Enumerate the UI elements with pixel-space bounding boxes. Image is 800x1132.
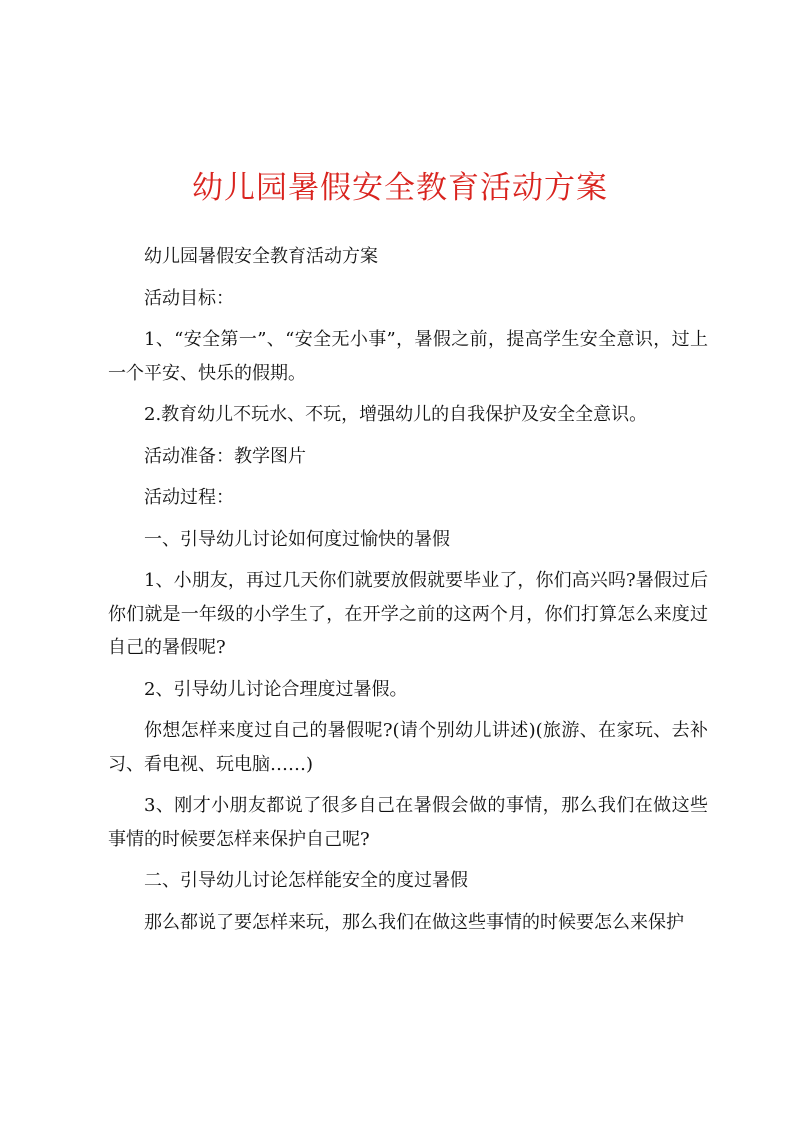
paragraph-subtitle: 幼儿园暑假安全教育活动方案 xyxy=(144,246,378,267)
paragraph-process-heading: 活动过程： xyxy=(144,487,234,508)
paragraph-section-2-heading: 二、引导幼儿讨论怎样能安全的度过暑假 xyxy=(144,870,468,891)
paragraph-section-1-heading: 一、引导幼儿讨论如何度过愉快的暑假 xyxy=(144,528,450,550)
document-title: 幼儿园暑假安全教育活动方案 xyxy=(192,170,608,206)
paragraph-goal-1: 1、“安全第一”、“安全无小事”，暑假之前，提高学生安全意识，过上一个平安、快乐的假期。 xyxy=(108,329,708,384)
paragraph-goals-heading: 活动目标： xyxy=(144,287,234,309)
paragraph-preparation: 活动准备：教学图片 xyxy=(144,445,306,467)
paragraph-step-1: 1、小朋友，再过几天你们就要放假就要毕业了，你们高兴吗?暑假过后你们就是一年级的小学生了，在开学之前的这两个月，你们打算怎么来度过自己的暑假呢? xyxy=(108,570,708,658)
document-body xyxy=(108,240,708,947)
paragraph-step-2: 2、引导幼儿讨论合理度过暑假。 xyxy=(144,678,408,700)
paragraph-section-2-text: 那么都说了要怎样来玩，那么我们在做这些事情的时候要怎么来保护 xyxy=(144,911,684,933)
paragraph-goal-2: 2.教育幼儿不玩水、不玩，增强幼儿的自我保护及安全全意识。 xyxy=(144,404,648,425)
paragraph-step-2-detail: 你想怎样来度过自己的暑假呢?(请个别幼儿讲述)(旅游、在家玩、去补习、看电视、玩电脑……) xyxy=(108,720,708,775)
paragraph-step-3: 3、刚才小朋友都说了很多自己在暑假会做的事情，那么我们在做这些事情的时候要怎样来保护自己呢? xyxy=(108,795,708,850)
